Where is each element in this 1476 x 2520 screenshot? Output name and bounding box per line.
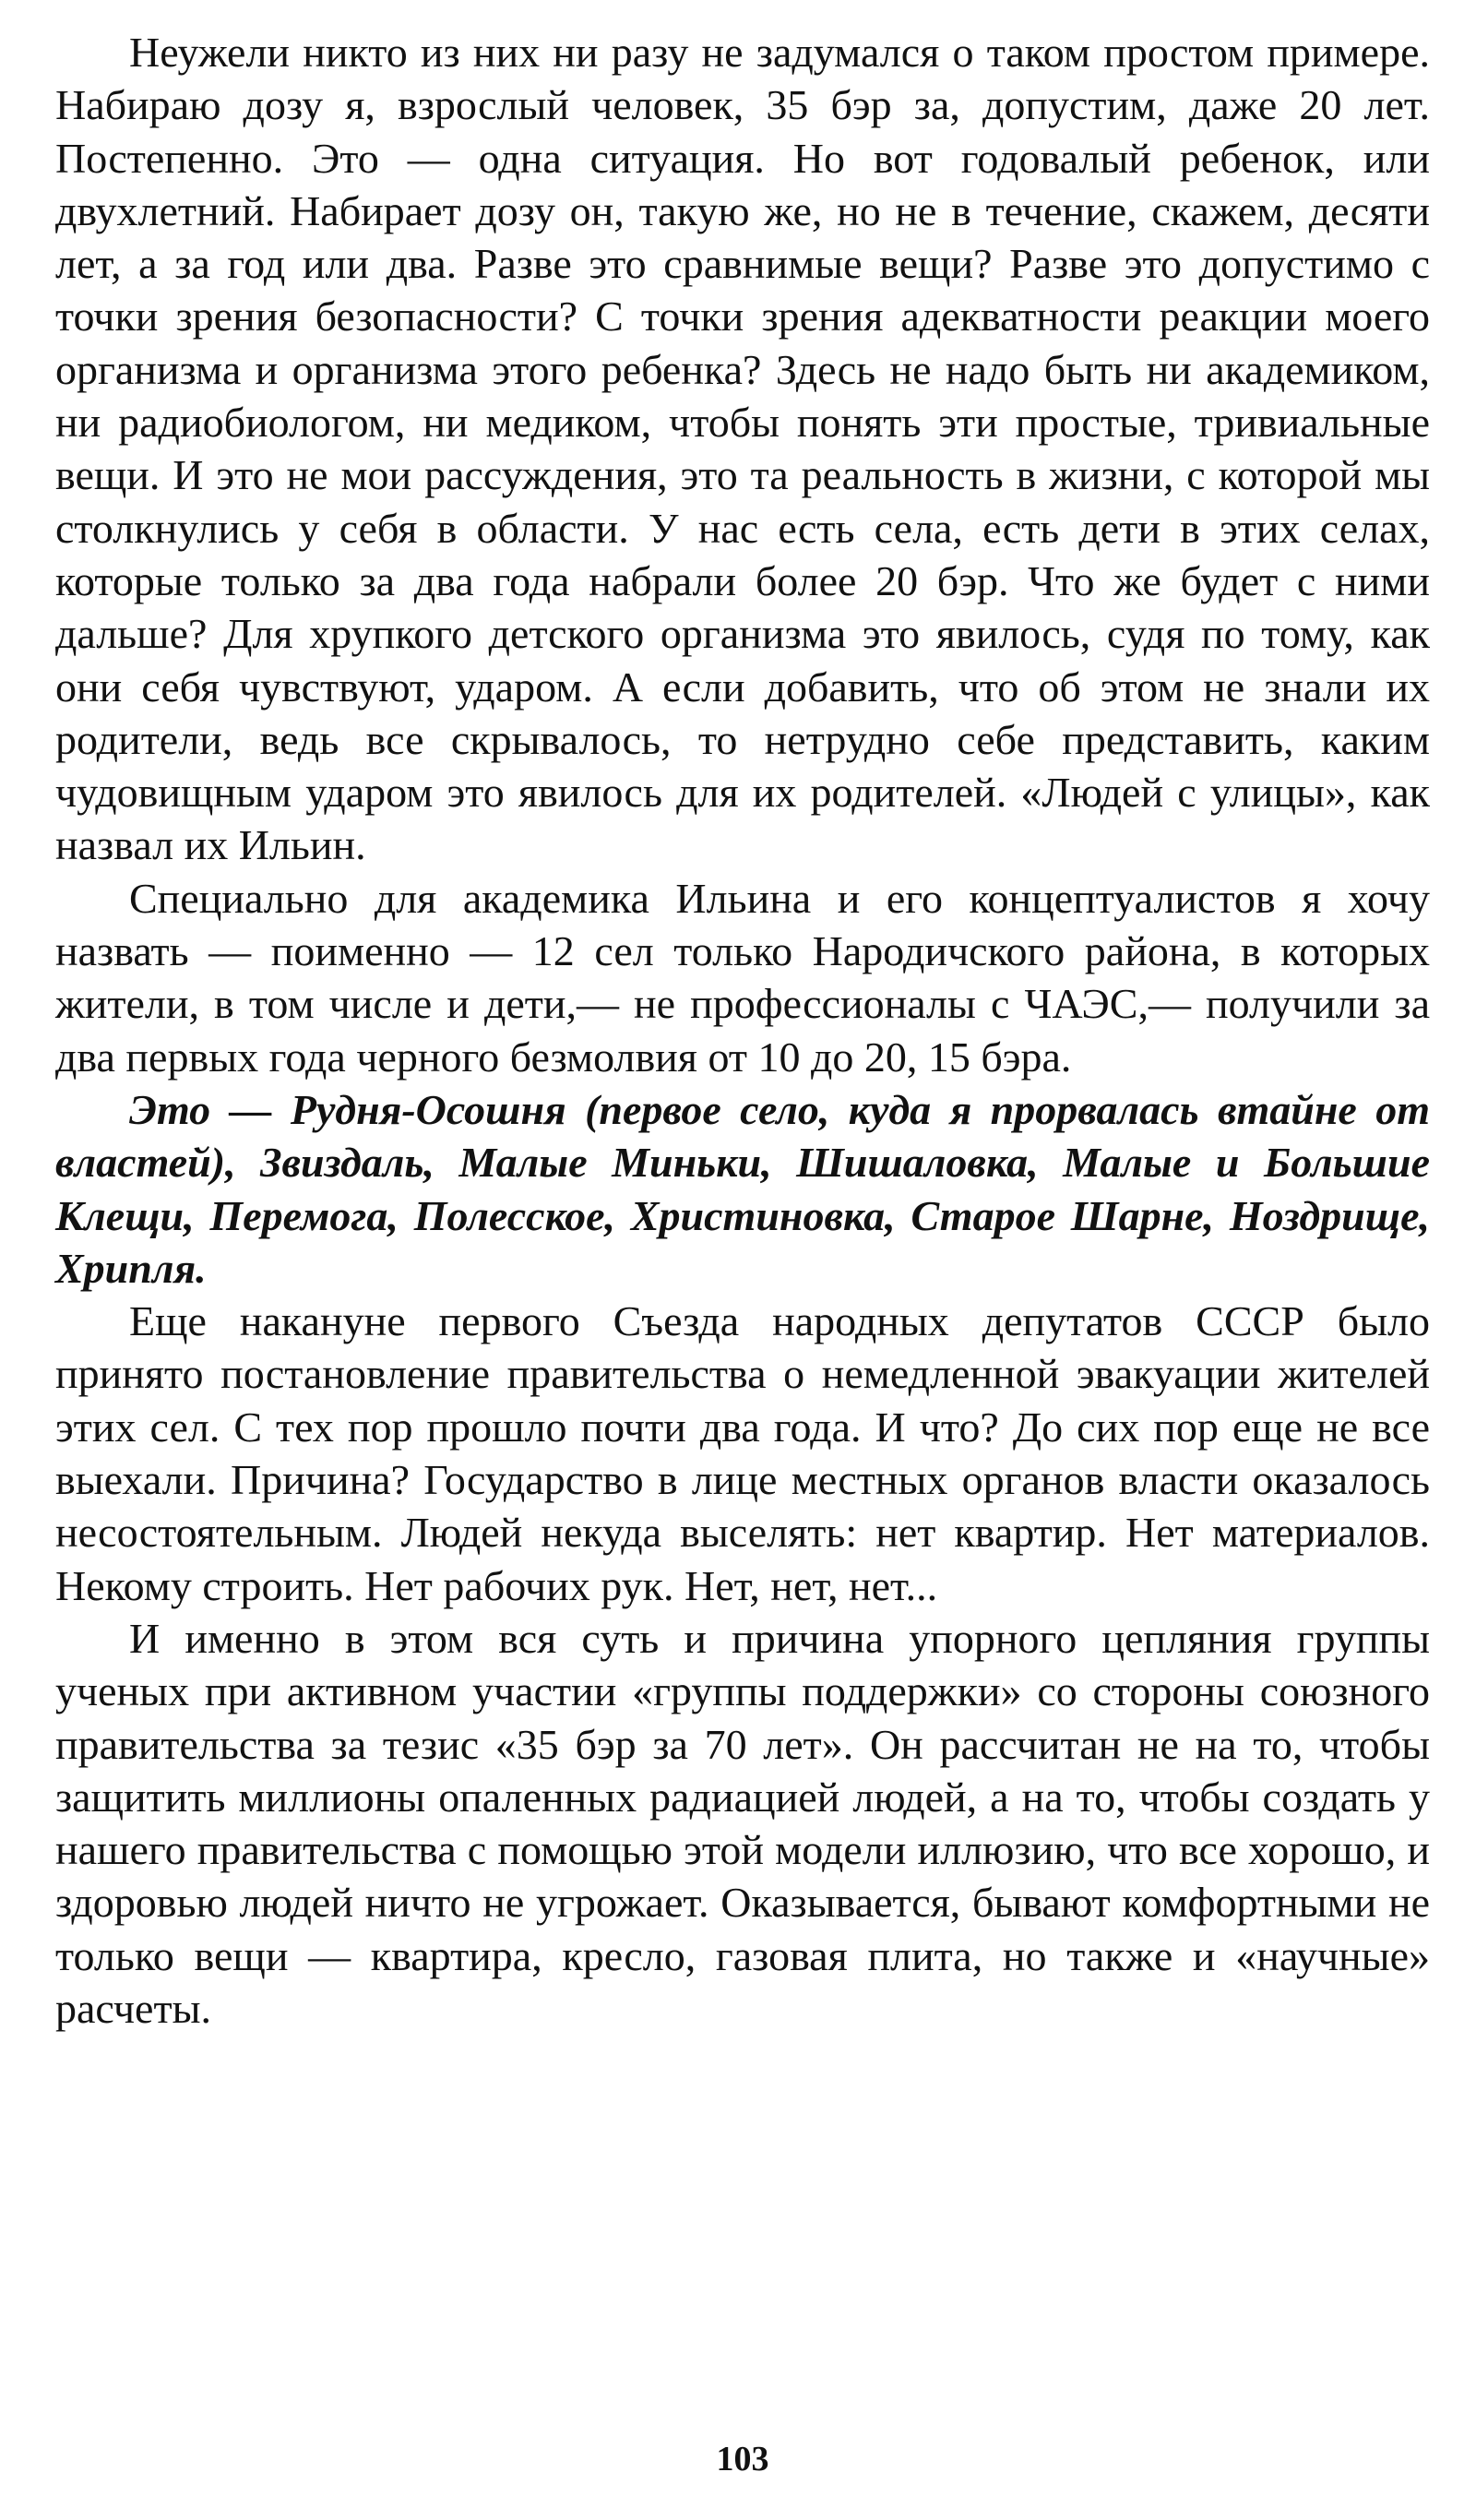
body-text [55, 26, 1430, 2035]
paragraph-4: Еще накануне первого Съезда народных депутатов СССР было принято постановление правительства о немедленной эвакуации жителей этих сел. С тех пор прошло почти два года. И что? До сих пор еще не все выехали. Причина? Государство в лице местных органов власти оказалось несостоятельным. Людей некуда выселять: нет квартир. Нет материалов. Некому строить. Нет рабочих рук. Нет, нет, нет... [55, 1297, 1430, 1609]
paragraph-1: Неужели никто из них ни разу не задумался о таком простом примере. Набираю дозу я, взрослый человек, 35 бэр за, допустим, даже 20 лет. Постепенно. Это — одна ситуация. Но вот годовалый ребенок, или двухлетний. Набирает дозу он, такую же, но не в течение, скажем, десяти лет, а за год или два. Разве это сравнимые вещи? Разве это допустимо с точки зрения безопасности? С точки зрения адекватности реакции моего организма и организма этого ребенка? Здесь не надо быть ни академиком, ни радиобиологом, ни медиком, чтобы понять эти простые, тривиальные вещи. И это не мои рассуждения, это та реальность в жизни, с которой мы столкнулись у себя в области. У нас есть села, есть дети в этих селах, которые только за два года набрали более 20 бэр. Что же будет с ними дальше? Для хрупкого детского организма это явилось, судя по тому, как они себя чувствуют, ударом. А если добавить, что об этом не знали их родители, ведь все скрывалось, то нетрудно себе представить, каким чудовищным ударом это явилось для их родителей. «Людей с улицы», как назвал их Ильин. [55, 29, 1430, 869]
village-list-paragraph: Это — Рудня-Осошня (первое село, куда я прорвалась втайне от властей), Звиздаль, Малые Миньки, Шишаловка, Малые и Большие Клещи, Перемога, Полесское, Христиновка, Старое Шарне, Ноздрище, Хрипля. [55, 1085, 1430, 1292]
page-number: 103 [716, 2440, 769, 2478]
paragraph-2: Специально для академика Ильина и его концептуалистов я хочу назвать — поименно — 12 сел только Народичского района, в которых жители, в том числе и дети,— не профессионалы с ЧАЭС,— получили за два первых года черного безмолвия от 10 до 20, 15 бэра. [55, 874, 1430, 1081]
book-page [55, 26, 1430, 2499]
paragraph-5: И именно в этом вся суть и причина упорного цепляния группы ученых при активном участии «группы поддержки» со стороны союзного правительства за тезис «35 бэр за 70 лет». Он рассчитан не на то, чтобы защитить миллионы опаленных радиацией людей, а на то, чтобы создать у нашего правительства с помощью этой модели иллюзию, что все хорошо, и здоровью людей ничто не угрожает. Оказывается, бывают комфортными не только вещи — квартира, кресло, газовая плита, но также и «научные» расчеты. [55, 1614, 1430, 2032]
